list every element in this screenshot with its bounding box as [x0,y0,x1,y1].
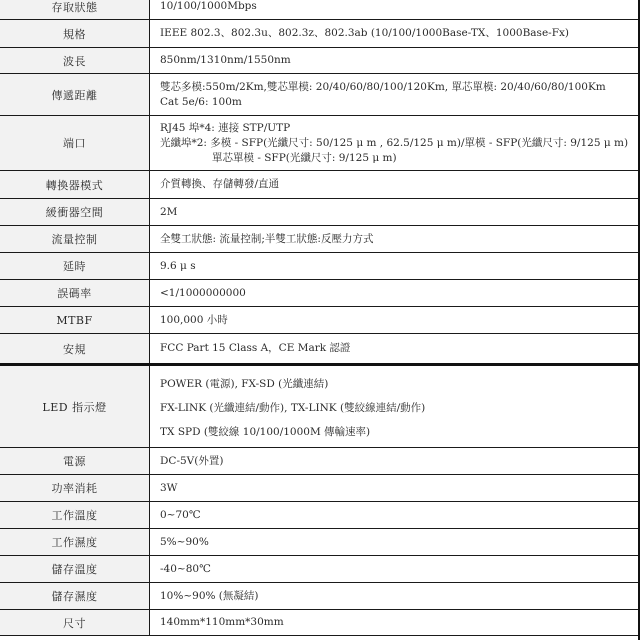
spec-label: 功率消耗 [0,475,150,501]
spec-value-line: 2M [160,205,178,218]
spec-value [150,334,640,363]
spec-row-wavelength [0,47,640,73]
spec-label: 規格 [0,20,150,47]
spec-label: 存取狀態 [0,0,150,19]
spec-label: 電源 [0,448,150,474]
spec-value [150,74,640,115]
spec-row-operating-humidity [0,528,640,555]
spec-row-operating-temperature [0,501,640,528]
spec-row-led-indicators [0,363,640,447]
spec-value [150,253,640,279]
spec-value-line: 雙芯多模:550m/2Km,雙芯單模: 20/40/60/80/100/120Km, 單芯單模: 20/40/60/80/100Km [160,80,606,93]
spec-row-power-consumption [0,474,640,501]
spec-label: LED 指示燈 [0,366,150,447]
spec-value-line: FCC Part 15 Class A，CE Mark 認證 [160,342,351,354]
spec-value-line: 140mm*110mm*30mm [160,616,284,628]
spec-label: MTBF [0,307,150,333]
spec-value [150,0,640,19]
spec-row-distance [0,73,640,115]
spec-label: 儲存濕度 [0,583,150,609]
spec-value-line: 介質轉換、存儲轉發/直通 [160,178,280,190]
spec-value-line: 5%~90% [160,535,209,548]
spec-value-line: 9.6 μ s [160,259,196,272]
spec-value-line: FX-LINK (光纖連結/動作), TX-LINK (雙絞線連結/動作) [160,402,426,414]
spec-value-line: Cat 5e/6: 100m [160,95,242,108]
spec-row-standard [0,19,640,47]
spec-value [150,502,640,528]
spec-value [150,20,640,47]
spec-value-line: 3W [160,481,178,494]
spec-row-storage-temperature [0,555,640,582]
spec-value [150,529,640,555]
spec-value-line: 全雙工狀態: 流量控制;半雙工狀態:反壓力方式 [160,232,374,245]
spec-label: 波長 [0,48,150,73]
spec-label: 工作溫度 [0,502,150,528]
spec-value [150,583,640,609]
spec-row-dimensions [0,609,640,636]
spec-row-mtbf [0,306,640,333]
spec-value-line: <1/1000000000 [160,286,246,299]
spec-value-line: 100,000 小時 [160,313,228,326]
spec-value-line: POWER (電源), FX-SD (光纖連結) [160,378,329,390]
spec-label: 轉換器模式 [0,171,150,198]
spec-value [150,610,640,635]
spec-value [150,475,640,501]
spec-label: 安規 [0,334,150,363]
spec-value-line: 0~70℃ [160,508,201,521]
spec-label: 緩衝器空間 [0,199,150,225]
spec-value-line: -40~80℃ [160,562,211,575]
spec-value-line: 單芯單模 - SFP(光纖尺寸: 9/125 μ m) [212,151,397,164]
spec-row-flow-control [0,225,640,252]
spec-value-line: 850nm/1310nm/1550nm [160,54,291,66]
spec-row-bit-error-rate [0,279,640,306]
spec-value-line: IEEE 802.3、802.3u、802.3z、802.3ab (10/100/1000Base-TX、1000Base-Fx) [160,27,570,39]
spec-value [150,116,640,170]
spec-value-line: DC-5V(外置) [160,454,224,467]
spec-value [150,307,640,333]
spec-label: 流量控制 [0,226,150,252]
spec-value [150,199,640,225]
spec-row-converter-mode [0,170,640,198]
spec-row-certification [0,333,640,363]
spec-value-line: 光纖埠*2: 多模 - SFP(光纖尺寸: 50/125 μ m , 62.5/125 μ m)/單模 - SFP(光纖尺寸: 9/125 μ m) [160,136,629,149]
spec-value-line: TX SPD (雙絞線 10/100/1000M 傳輸速率) [160,426,371,438]
spec-value [150,280,640,306]
spec-row-access-state [0,0,640,19]
spec-label: 誤碼率 [0,280,150,306]
spec-row-latency [0,252,640,279]
spec-label: 端口 [0,116,150,170]
spec-value-line: 10%~90% (無凝結) [160,589,259,602]
spec-label: 延時 [0,253,150,279]
spec-value [150,48,640,73]
spec-label: 工作濕度 [0,529,150,555]
spec-row-buffer [0,198,640,225]
spec-label: 尺寸 [0,610,150,635]
spec-value [150,448,640,474]
spec-row-power [0,447,640,474]
spec-value-line: 10/100/1000Mbps [160,0,257,12]
spec-value [150,171,640,198]
spec-value-line: RJ45 埠*4: 連接 STP/UTP [160,121,291,134]
spec-row-ports [0,115,640,170]
spec-value [150,226,640,252]
spec-value [150,556,640,582]
spec-label: 傳遞距離 [0,74,150,115]
spec-row-storage-humidity [0,582,640,609]
spec-label: 儲存溫度 [0,556,150,582]
spec-value [150,366,640,447]
